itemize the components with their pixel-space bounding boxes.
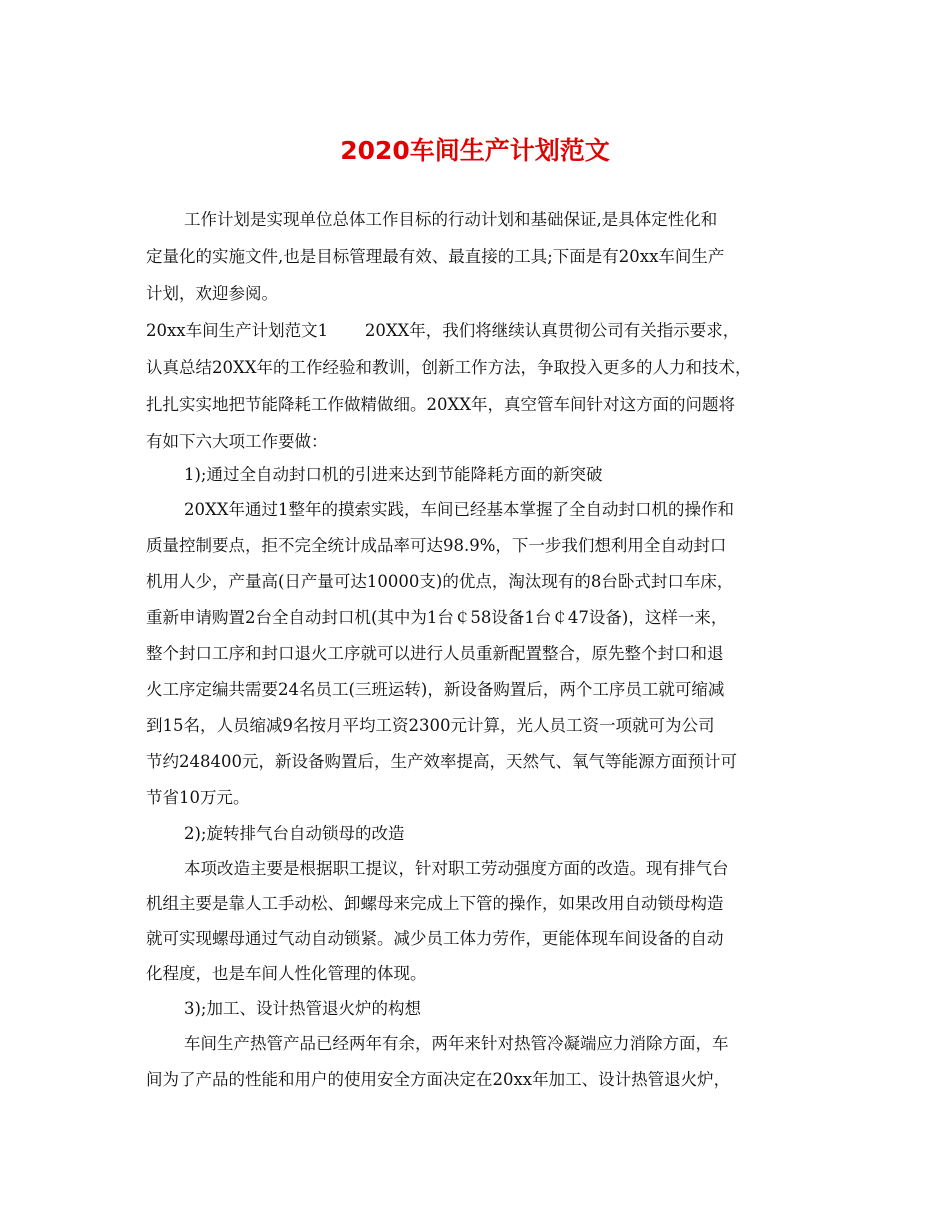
section-heading: 3);加工、设计热管退火炉的构想	[184, 999, 421, 1018]
paragraph-line: 定量化的实施文件,也是目标管理最有效、最直接的工具;下面是有20xx车间生产	[146, 247, 725, 266]
paragraph-line: 机用人少，产量高(日产量可达10000支)的优点，淘汰现有的8台卧式封口车床，	[146, 572, 734, 591]
paragraph-line: 扎扎实实地把节能降耗工作做精做细。20XX年，真空管车间针对这方面的问题将	[146, 395, 735, 414]
paragraph-line: 到15名，人员缩减9名按月平均工资2300元计算，光人员工资一项就可为公司	[146, 716, 715, 735]
paragraph-line: 工作计划是实现单位总体工作目标的行动计划和基础保证,是具体定性化和	[184, 210, 718, 229]
paragraph-line: 节约248400元，新设备购置后，生产效率提高，天然气、氧气等能源方面预计可	[146, 752, 737, 771]
paragraph-line: 20XX年通过1整年的摸索实践，车间已经基本掌握了全自动封口机的操作和	[184, 500, 734, 519]
section-heading: 2);旋转排气台自动锁母的改造	[184, 824, 405, 843]
paragraph-line: 间为了产品的性能和用户的使用安全方面决定在20xx年加工、设计热管退火炉，	[146, 1070, 731, 1089]
paragraph-line: 整个封口工序和封口退火工序就可以进行人员重新配置整合，原先整个封口和退	[146, 644, 724, 663]
paragraph-line: 机组主要是靠人工手动松、卸螺母来完成上下管的操作，如果改用自动锁母构造	[146, 894, 724, 913]
section-heading: 1);通过全自动封口机的引进来达到节能降耗方面的新突破	[184, 465, 603, 484]
paragraph-line: 质量控制要点，拒不完全统计成品率可达98.9%，下一步我们想利用全自动封口	[146, 536, 727, 555]
paragraph-line: 节省10万元。	[146, 788, 250, 807]
paragraph-line: 重新申请购置2台全自动封口机(其中为1台￠58设备1台￠47设备)，这样一来，	[146, 608, 728, 627]
paragraph-line: 本项改造主要是根据职工提议，针对职工劳动强度方面的改造。现有排气台	[184, 859, 729, 878]
paragraph-line: 认真总结20XX年的工作经验和教训，创新工作方法，争取投入更多的人力和技术，	[146, 358, 752, 377]
paragraph-line: 化程度，也是车间人性化管理的体现。	[146, 964, 427, 983]
paragraph-line: 就可实现螺母通过气动自动锁紧。减少员工体力劳作，更能体现车间设备的自动	[146, 929, 724, 948]
paragraph-line: 计划，欢迎参阅。	[146, 284, 278, 303]
paragraph-line: 20xx车间生产计划范文1 20XX年，我们将继续认真贯彻公司有关指示要求，	[146, 321, 740, 340]
paragraph-line: 火工序定编共需要24名员工(三班运转)，新设备购置后，两个工序员工就可缩减	[146, 680, 725, 699]
paragraph-line: 车间生产热管产品已经两年有余，两年来针对热管冷凝端应力消除方面，车	[184, 1034, 729, 1053]
paragraph-line: 有如下六大项工作要做：	[146, 432, 328, 451]
document-title: 2020车间生产计划范文	[340, 136, 610, 165]
